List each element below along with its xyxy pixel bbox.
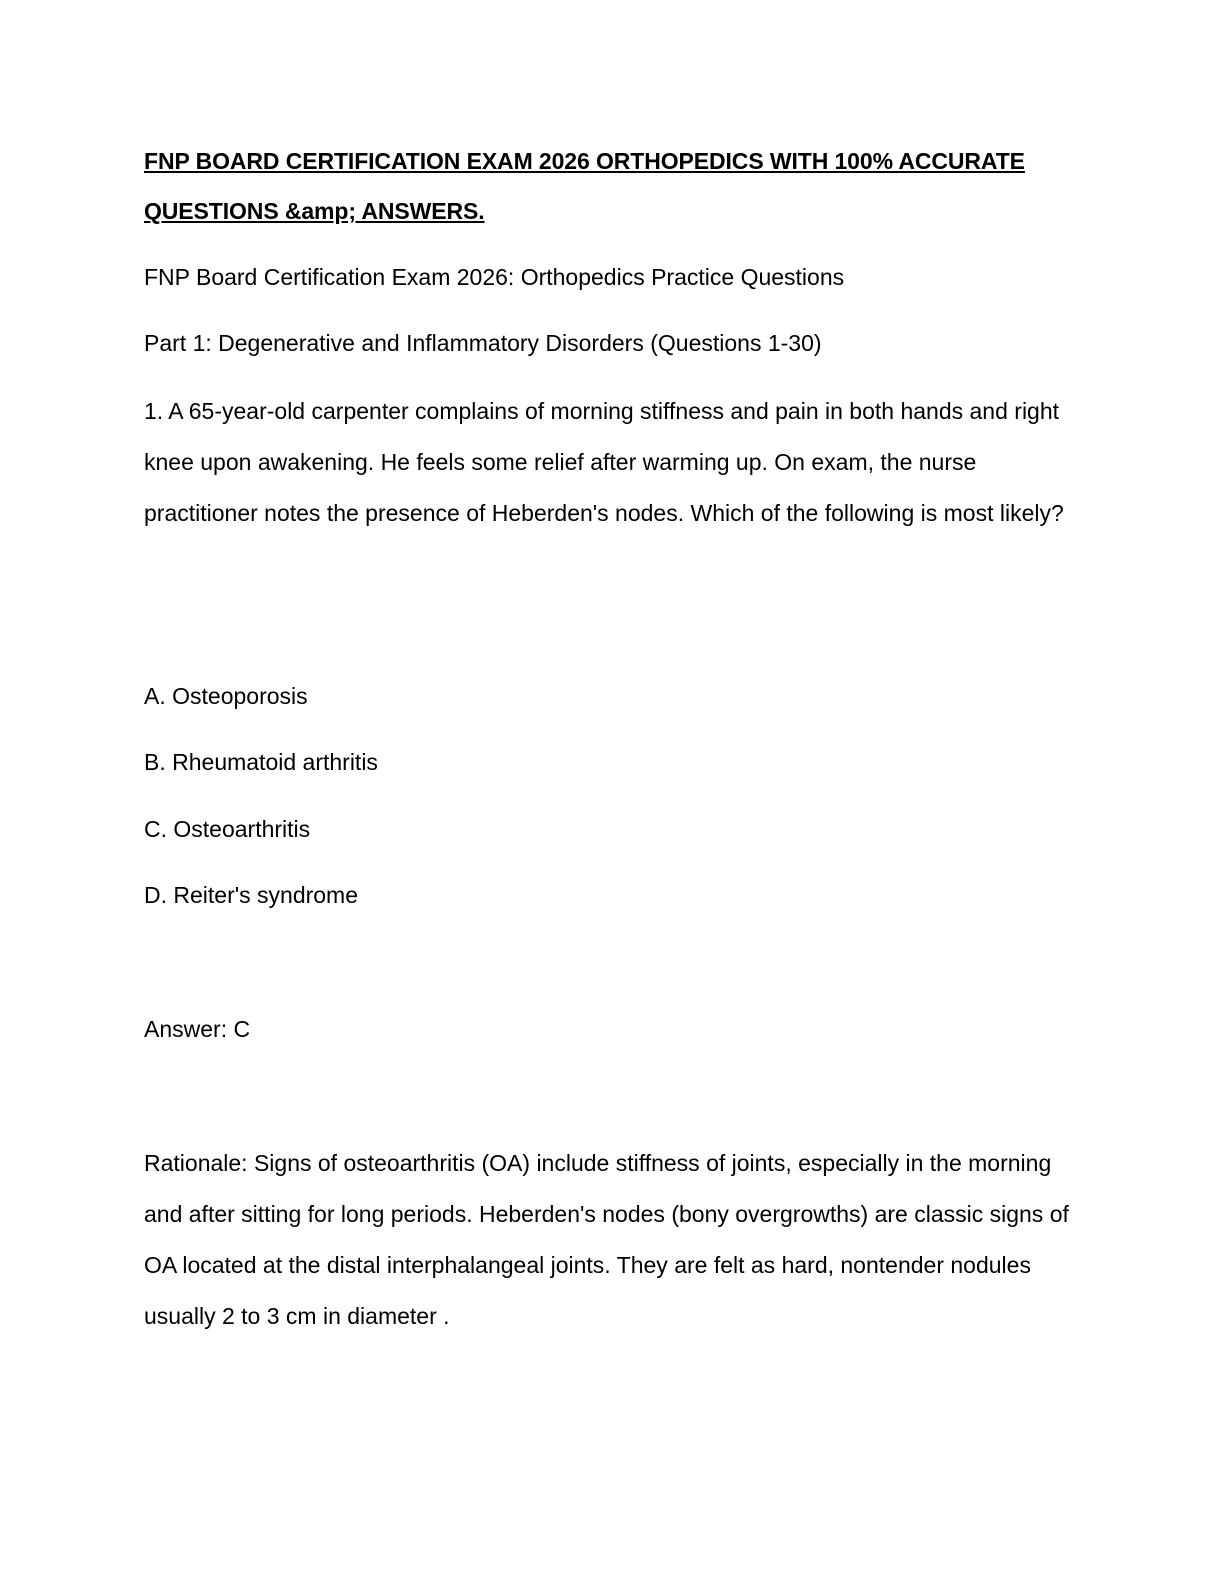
document-title: FNP BOARD CERTIFICATION EXAM 2026 ORTHOPEDICS WITH 100% ACCURATE QUESTIONS &amp; ANSWERS. bbox=[144, 148, 1025, 224]
document-subtitle: FNP Board Certification Exam 2026: Orthopedics Practice Questions bbox=[144, 264, 845, 290]
part-heading: Part 1: Degenerative and Inflammatory Disorders (Questions 1-30) bbox=[144, 330, 822, 356]
option-c: C. Osteoarthritis bbox=[144, 816, 311, 842]
answer-text: Answer: C bbox=[144, 1016, 251, 1042]
rationale-text: Rationale: Signs of osteoarthritis (OA) include stiffness of joints, especially in the morning and after sitting for long periods. Heberden's nodes (bony overgrowths) are classic signs of OA located at the distal interphalangeal joints. They are felt as hard, nontender nodules usually 2 to 3 cm in diameter . bbox=[144, 1150, 1069, 1329]
question-text: 1. A 65-year-old carpenter complains of morning stiffness and pain in both hands and right knee upon awakening. He feels some relief after warming up. On exam, the nurse practitioner notes the presence of Heberden's nodes. Which of the following is most likely? bbox=[144, 398, 1064, 526]
option-b: B. Rheumatoid arthritis bbox=[144, 749, 378, 775]
option-d: D. Reiter's syndrome bbox=[144, 882, 359, 908]
option-a: A. Osteoporosis bbox=[144, 683, 308, 709]
